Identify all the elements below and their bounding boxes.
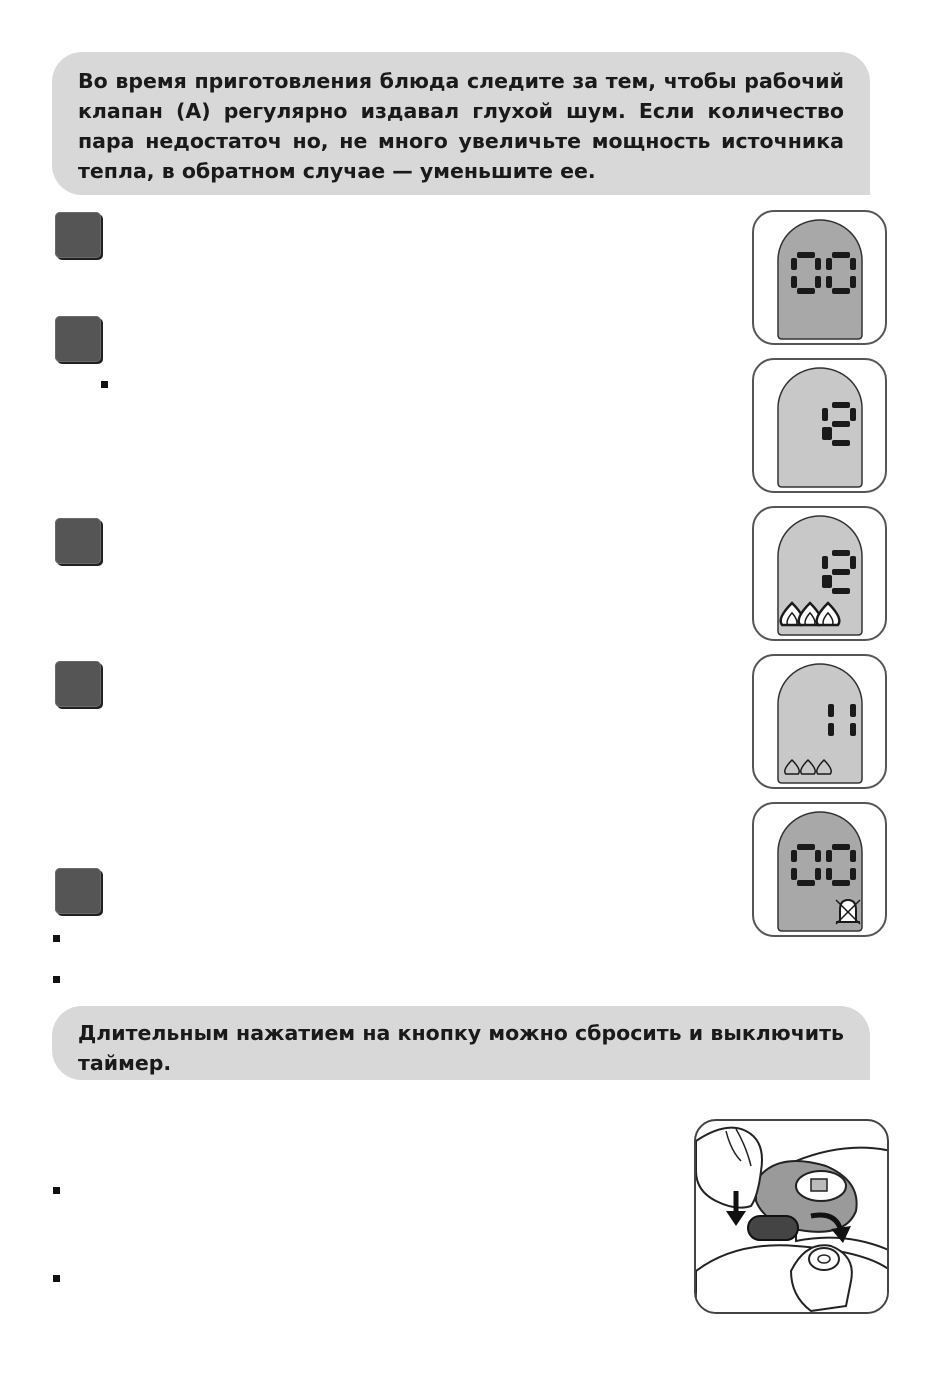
bullet-marker xyxy=(101,381,108,388)
step-marker-4 xyxy=(55,661,101,707)
timer-screen xyxy=(754,508,889,643)
step-marker-2 xyxy=(55,316,101,362)
timer-display-4 xyxy=(752,654,887,789)
lcd-screen xyxy=(778,368,862,487)
bullet-marker xyxy=(53,1275,60,1282)
timer-screen xyxy=(754,212,889,347)
step-marker-5 xyxy=(55,868,101,914)
timer-display-2 xyxy=(752,358,887,493)
flames-large-icon xyxy=(781,603,840,625)
bell-icon xyxy=(836,900,860,924)
valve-release-illustration xyxy=(694,1119,889,1314)
step-marker-3 xyxy=(55,518,101,564)
timer-screen xyxy=(754,804,889,939)
note-valve-noise xyxy=(52,52,870,195)
step-marker-1 xyxy=(55,212,101,258)
timer-screen xyxy=(754,360,889,495)
timer-screen xyxy=(754,656,889,791)
note-valve-noise-text: Во время приготовления блюда следите за тем, чтобы рабочий клапан (А) регулярно издавал глухой шум. Если количество пара недостаточ но, не много увеличьте мощность источника тепла, в обратном случае — уменьшите ее. xyxy=(78,69,844,183)
note-reset-timer-text: Длительным нажатием на кнопку можно сбросить и выключить таймер. xyxy=(78,1021,844,1075)
timer-display-5 xyxy=(752,802,887,937)
bullet-marker xyxy=(53,935,60,942)
note-reset-timer xyxy=(52,1006,870,1080)
bullet-marker xyxy=(53,976,60,983)
timer-display-1 xyxy=(752,210,887,345)
bullet-marker xyxy=(53,1187,60,1194)
timer-display-3 xyxy=(752,506,887,641)
